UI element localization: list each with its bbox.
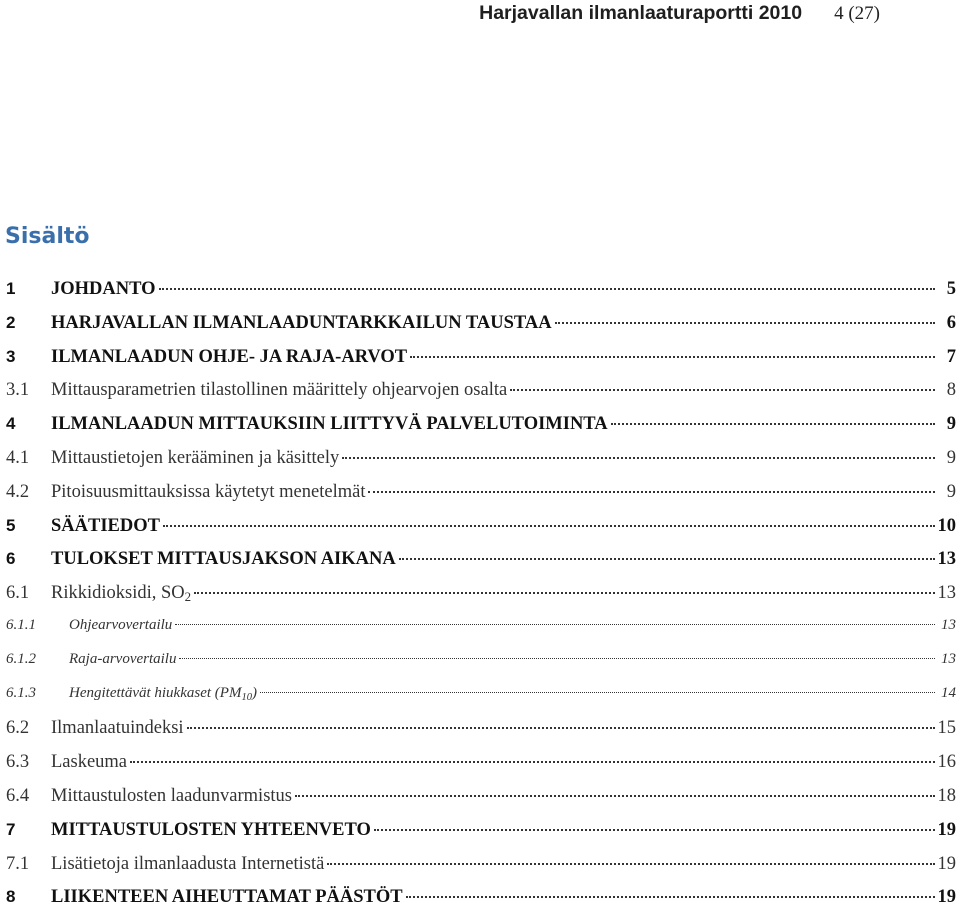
toc-entry-title-text: Mittausparametrien tilastollinen määrittely ohjearvojen osalta xyxy=(51,380,508,401)
toc-entry[interactable] xyxy=(6,380,956,414)
toc-entry-page: 16 xyxy=(937,752,956,773)
toc-entry-title-text: Raja-arvovertailu xyxy=(69,650,177,667)
toc-entry[interactable] xyxy=(6,820,956,854)
toc-entry[interactable] xyxy=(6,718,956,752)
toc-entry-title xyxy=(51,347,407,368)
toc-entry-page: 19 xyxy=(937,819,956,840)
toc-entry-page: 9 xyxy=(946,481,956,502)
toc-entry-title-text: Laskeuma xyxy=(51,752,128,773)
toc-entry-number: 8 xyxy=(6,887,16,907)
toc-entry-title-text: Ohjearvovertailu xyxy=(69,616,173,633)
toc-entry-page: 13 xyxy=(937,549,956,570)
toc-entry-title xyxy=(51,786,292,807)
dot-leader xyxy=(374,829,935,831)
toc-entry-title xyxy=(51,313,552,334)
toc-entry-title xyxy=(69,685,257,703)
toc-entry-page: 9 xyxy=(946,414,956,435)
toc-entry-title-text: Lisätietoja ilmanlaadusta Internetistä xyxy=(51,853,325,874)
toc-entry[interactable] xyxy=(6,516,956,550)
toc-entry-number: 1 xyxy=(6,279,16,298)
toc-entry[interactable] xyxy=(6,549,956,583)
toc-entry-title xyxy=(69,651,176,668)
toc-entry[interactable] xyxy=(6,347,956,381)
toc-entry-number: 6.1.1 xyxy=(6,616,36,633)
dot-leader xyxy=(159,288,935,290)
toc-entry[interactable] xyxy=(6,786,956,820)
toc-entry-title xyxy=(51,887,403,908)
table-of-contents xyxy=(6,279,956,921)
toc-entry-subscript: 2 xyxy=(184,589,192,605)
dot-leader xyxy=(399,558,935,560)
dot-leader xyxy=(194,592,934,594)
toc-entry-title xyxy=(69,617,172,634)
toc-entry-page: 13 xyxy=(937,583,956,604)
toc-entry-title-text: HARJAVALLAN ILMANLAADUNTARKKAILUN TAUSTAA xyxy=(51,312,552,333)
toc-entry[interactable] xyxy=(6,617,956,651)
dot-leader xyxy=(368,491,935,493)
dot-leader xyxy=(342,457,935,459)
toc-entry-page: 14 xyxy=(941,684,956,701)
toc-entry-page: 18 xyxy=(937,785,956,806)
toc-entry[interactable] xyxy=(6,887,956,921)
dot-leader xyxy=(611,423,935,425)
toc-entry-number: 7 xyxy=(6,819,16,839)
toc-entry-title xyxy=(51,718,184,739)
toc-entry-title xyxy=(51,752,127,773)
toc-entry[interactable] xyxy=(6,279,956,313)
toc-entry[interactable] xyxy=(6,313,956,347)
toc-entry-title xyxy=(51,380,507,401)
toc-entry-title-text: Rikkidioksidi, SO xyxy=(51,583,185,604)
dot-leader xyxy=(327,863,934,865)
toc-entry-number: 6.1.2 xyxy=(6,650,36,667)
toc-entry-number: 3 xyxy=(6,346,16,366)
toc-entry[interactable] xyxy=(6,414,956,448)
toc-entry-title xyxy=(51,414,608,435)
toc-entry-suffix: ) xyxy=(251,684,257,701)
toc-entry-title xyxy=(51,516,160,537)
dot-leader xyxy=(555,322,935,324)
toc-entry-page: 9 xyxy=(946,447,956,468)
dot-leader xyxy=(130,761,934,763)
toc-entry-title-text: JOHDANTO xyxy=(51,279,156,299)
dot-leader xyxy=(410,356,935,358)
toc-entry-number: 5 xyxy=(6,515,16,535)
toc-entry-title xyxy=(51,820,371,841)
toc-entry-title-text: ILMANLAADUN OHJE- JA RAJA-ARVOT xyxy=(51,346,408,367)
toc-entry-number: 7.1 xyxy=(6,853,30,874)
toc-entry-page: 13 xyxy=(941,616,956,633)
toc-entry-page: 6 xyxy=(946,312,956,333)
dot-leader xyxy=(260,692,935,693)
toc-entry-title xyxy=(51,583,191,605)
toc-entry-page: 13 xyxy=(941,650,956,667)
dot-leader xyxy=(163,525,935,527)
toc-entry-number: 6.2 xyxy=(6,718,30,739)
toc-entry-page: 7 xyxy=(946,346,956,367)
toc-entry-page: 5 xyxy=(946,279,956,299)
toc-entry-title-text: LIIKENTEEN AIHEUTTAMAT PÄÄSTÖT xyxy=(51,887,403,908)
toc-entry[interactable] xyxy=(6,685,956,719)
toc-entry-number: 4 xyxy=(6,414,16,434)
toc-entry-title-text: Pitoisuusmittauksissa käytetyt menetelmät xyxy=(51,481,366,502)
toc-entry[interactable] xyxy=(6,854,956,888)
toc-entry-page: 19 xyxy=(937,853,956,874)
toc-entry-title-text: SÄÄTIEDOT xyxy=(51,515,160,536)
toc-entry-number: 4.2 xyxy=(6,481,30,502)
dot-leader xyxy=(175,624,935,625)
page-header xyxy=(479,2,880,25)
toc-entry-title xyxy=(51,448,339,469)
toc-entry[interactable] xyxy=(6,651,956,685)
toc-entry-number: 2 xyxy=(6,312,16,332)
toc-entry-title-text: Ilmanlaatuindeksi xyxy=(51,718,184,739)
toc-entry[interactable] xyxy=(6,752,956,786)
toc-entry[interactable] xyxy=(6,482,956,516)
toc-entry-page: 15 xyxy=(937,718,956,739)
toc-entry-title-text: Hengitettävät hiukkaset (PM xyxy=(69,684,242,701)
toc-entry-number: 6 xyxy=(6,549,16,569)
toc-entry-page: 19 xyxy=(937,887,956,908)
toc-entry-subscript: 10 xyxy=(241,691,252,703)
dot-leader xyxy=(510,389,935,391)
toc-entry-title xyxy=(51,549,396,570)
toc-entry-title xyxy=(51,482,365,503)
toc-entry[interactable] xyxy=(6,583,956,617)
toc-entry[interactable] xyxy=(6,448,956,482)
report-title: Harjavallan ilmanlaaturaportti 2010 xyxy=(479,2,803,24)
toc-entry-number: 6.1 xyxy=(6,583,30,604)
toc-entry-title xyxy=(51,279,156,300)
toc-entry-number: 6.3 xyxy=(6,752,30,773)
toc-entry-number: 4.1 xyxy=(6,447,30,468)
toc-entry-page: 8 xyxy=(946,380,956,401)
toc-entry-number: 6.1.3 xyxy=(6,684,36,701)
dot-leader xyxy=(179,658,935,659)
toc-heading: Sisältö xyxy=(5,224,90,249)
toc-entry-title-text: Mittaustulosten laadunvarmistus xyxy=(51,785,292,806)
toc-entry-title xyxy=(51,854,324,875)
toc-entry-page: 10 xyxy=(937,515,956,536)
toc-entry-number: 6.4 xyxy=(6,785,30,806)
toc-entry-title-text: Mittaustietojen kerääminen ja käsittely xyxy=(51,447,340,468)
toc-entry-title-text: MITTAUSTULOSTEN YHTEENVETO xyxy=(51,819,371,840)
page-number: 4 (27) xyxy=(834,3,880,24)
toc-entry-number: 3.1 xyxy=(6,380,30,401)
toc-entry-title-text: ILMANLAADUN MITTAUKSIIN LIITTYVÄ PALVELUTOIMINTA xyxy=(51,414,608,435)
toc-entry-title-text: TULOKSET MITTAUSJAKSON AIKANA xyxy=(51,549,396,570)
dot-leader xyxy=(187,727,935,729)
dot-leader xyxy=(406,896,935,898)
dot-leader xyxy=(295,795,935,797)
